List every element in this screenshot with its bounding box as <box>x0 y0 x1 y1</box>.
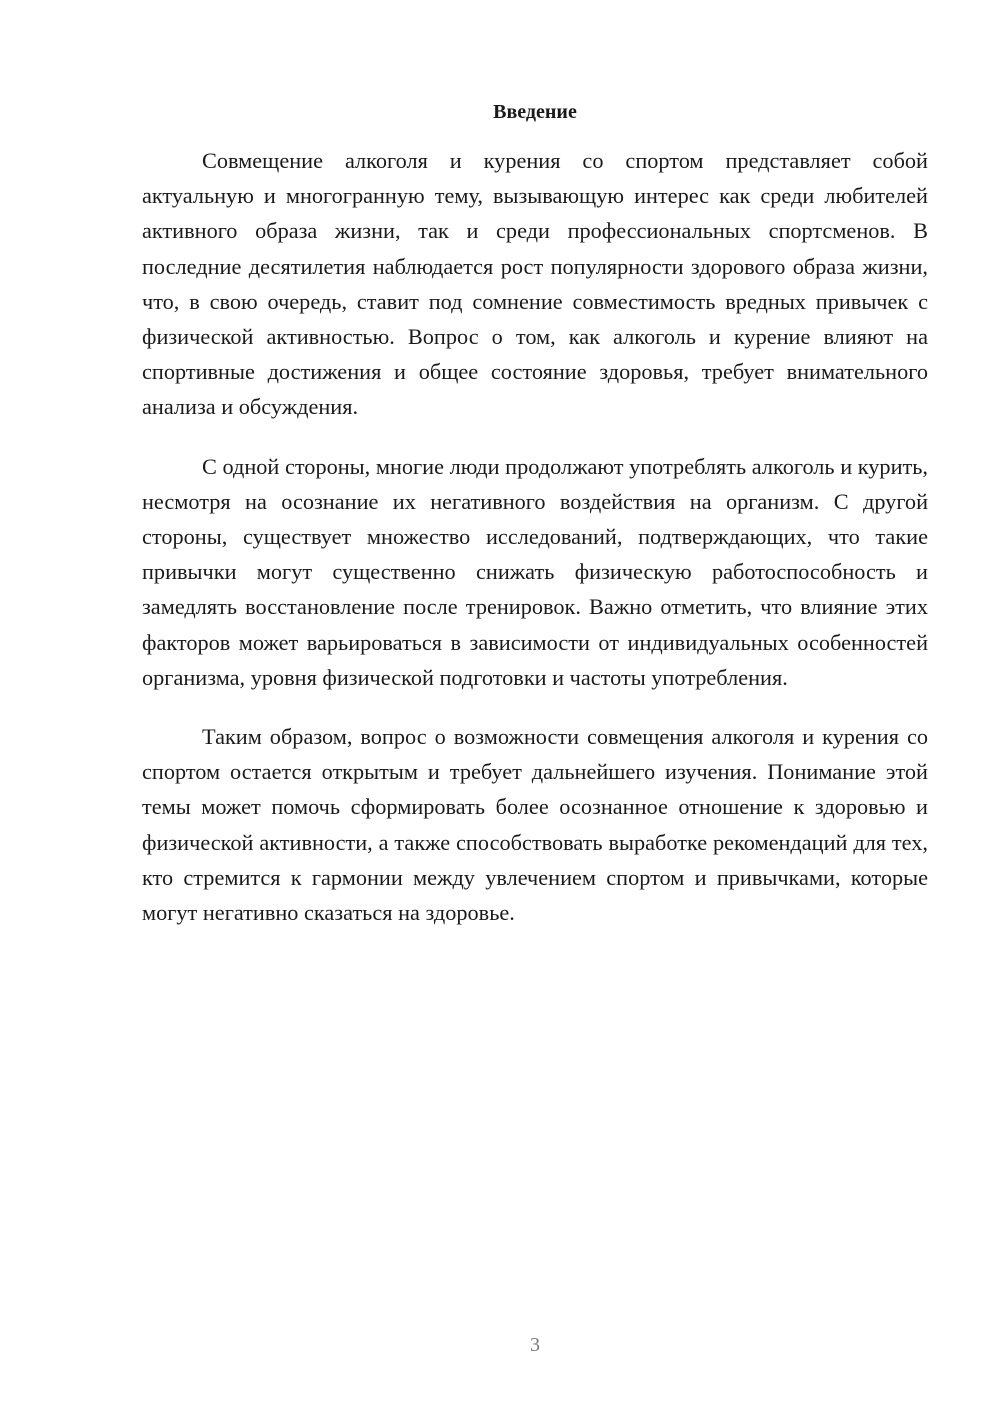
paragraph-3: Таким образом, вопрос о возможности совмещения алкоголя и курения со спортом остается открытым и требует дальнейшего изучения. Понимание этой темы может помочь сформировать более осознанное отношение к здоровью и физической активности, а также способствовать выработке рекомендаций для тех, кто стремится к гармонии между увлечением спортом и привычками, которые могут негативно сказаться на здоровье. <box>142 724 928 926</box>
section-heading: Введение <box>493 101 577 123</box>
page-number: 3 <box>530 1334 540 1356</box>
body-text <box>142 143 928 954</box>
paragraph-2: С одной стороны, многие люди продолжают употреблять алкоголь и курить, несмотря на осознание их негативного воздействия на организм. С другой стороны, существует множество исследований, подтверждающих, что такие привычки могут существенно снижать физическую работоспособность и замедлять восстановление после тренировок. Важно отметить, что влияние этих факторов может варьироваться в зависимости от индивидуальных особенностей организма, уровня физической подготовки и частоты употребления. <box>142 453 928 690</box>
paragraph-1: Совмещение алкоголя и курения со спортом представляет собой актуальную и многогранную тему, вызывающую интерес как среди любителей активного образа жизни, так и среди профессиональных спортсменов. В последние десятилетия наблюдается рост популярности здорового образа жизни, что, в свою очередь, ставит под сомнение совместимость вредных привычек с физической активностью. Вопрос о том, как алкоголь и курение влияют на спортивные достижения и общее состояние здоровья, требует внимательного анализа и обсуждения. <box>142 148 928 420</box>
